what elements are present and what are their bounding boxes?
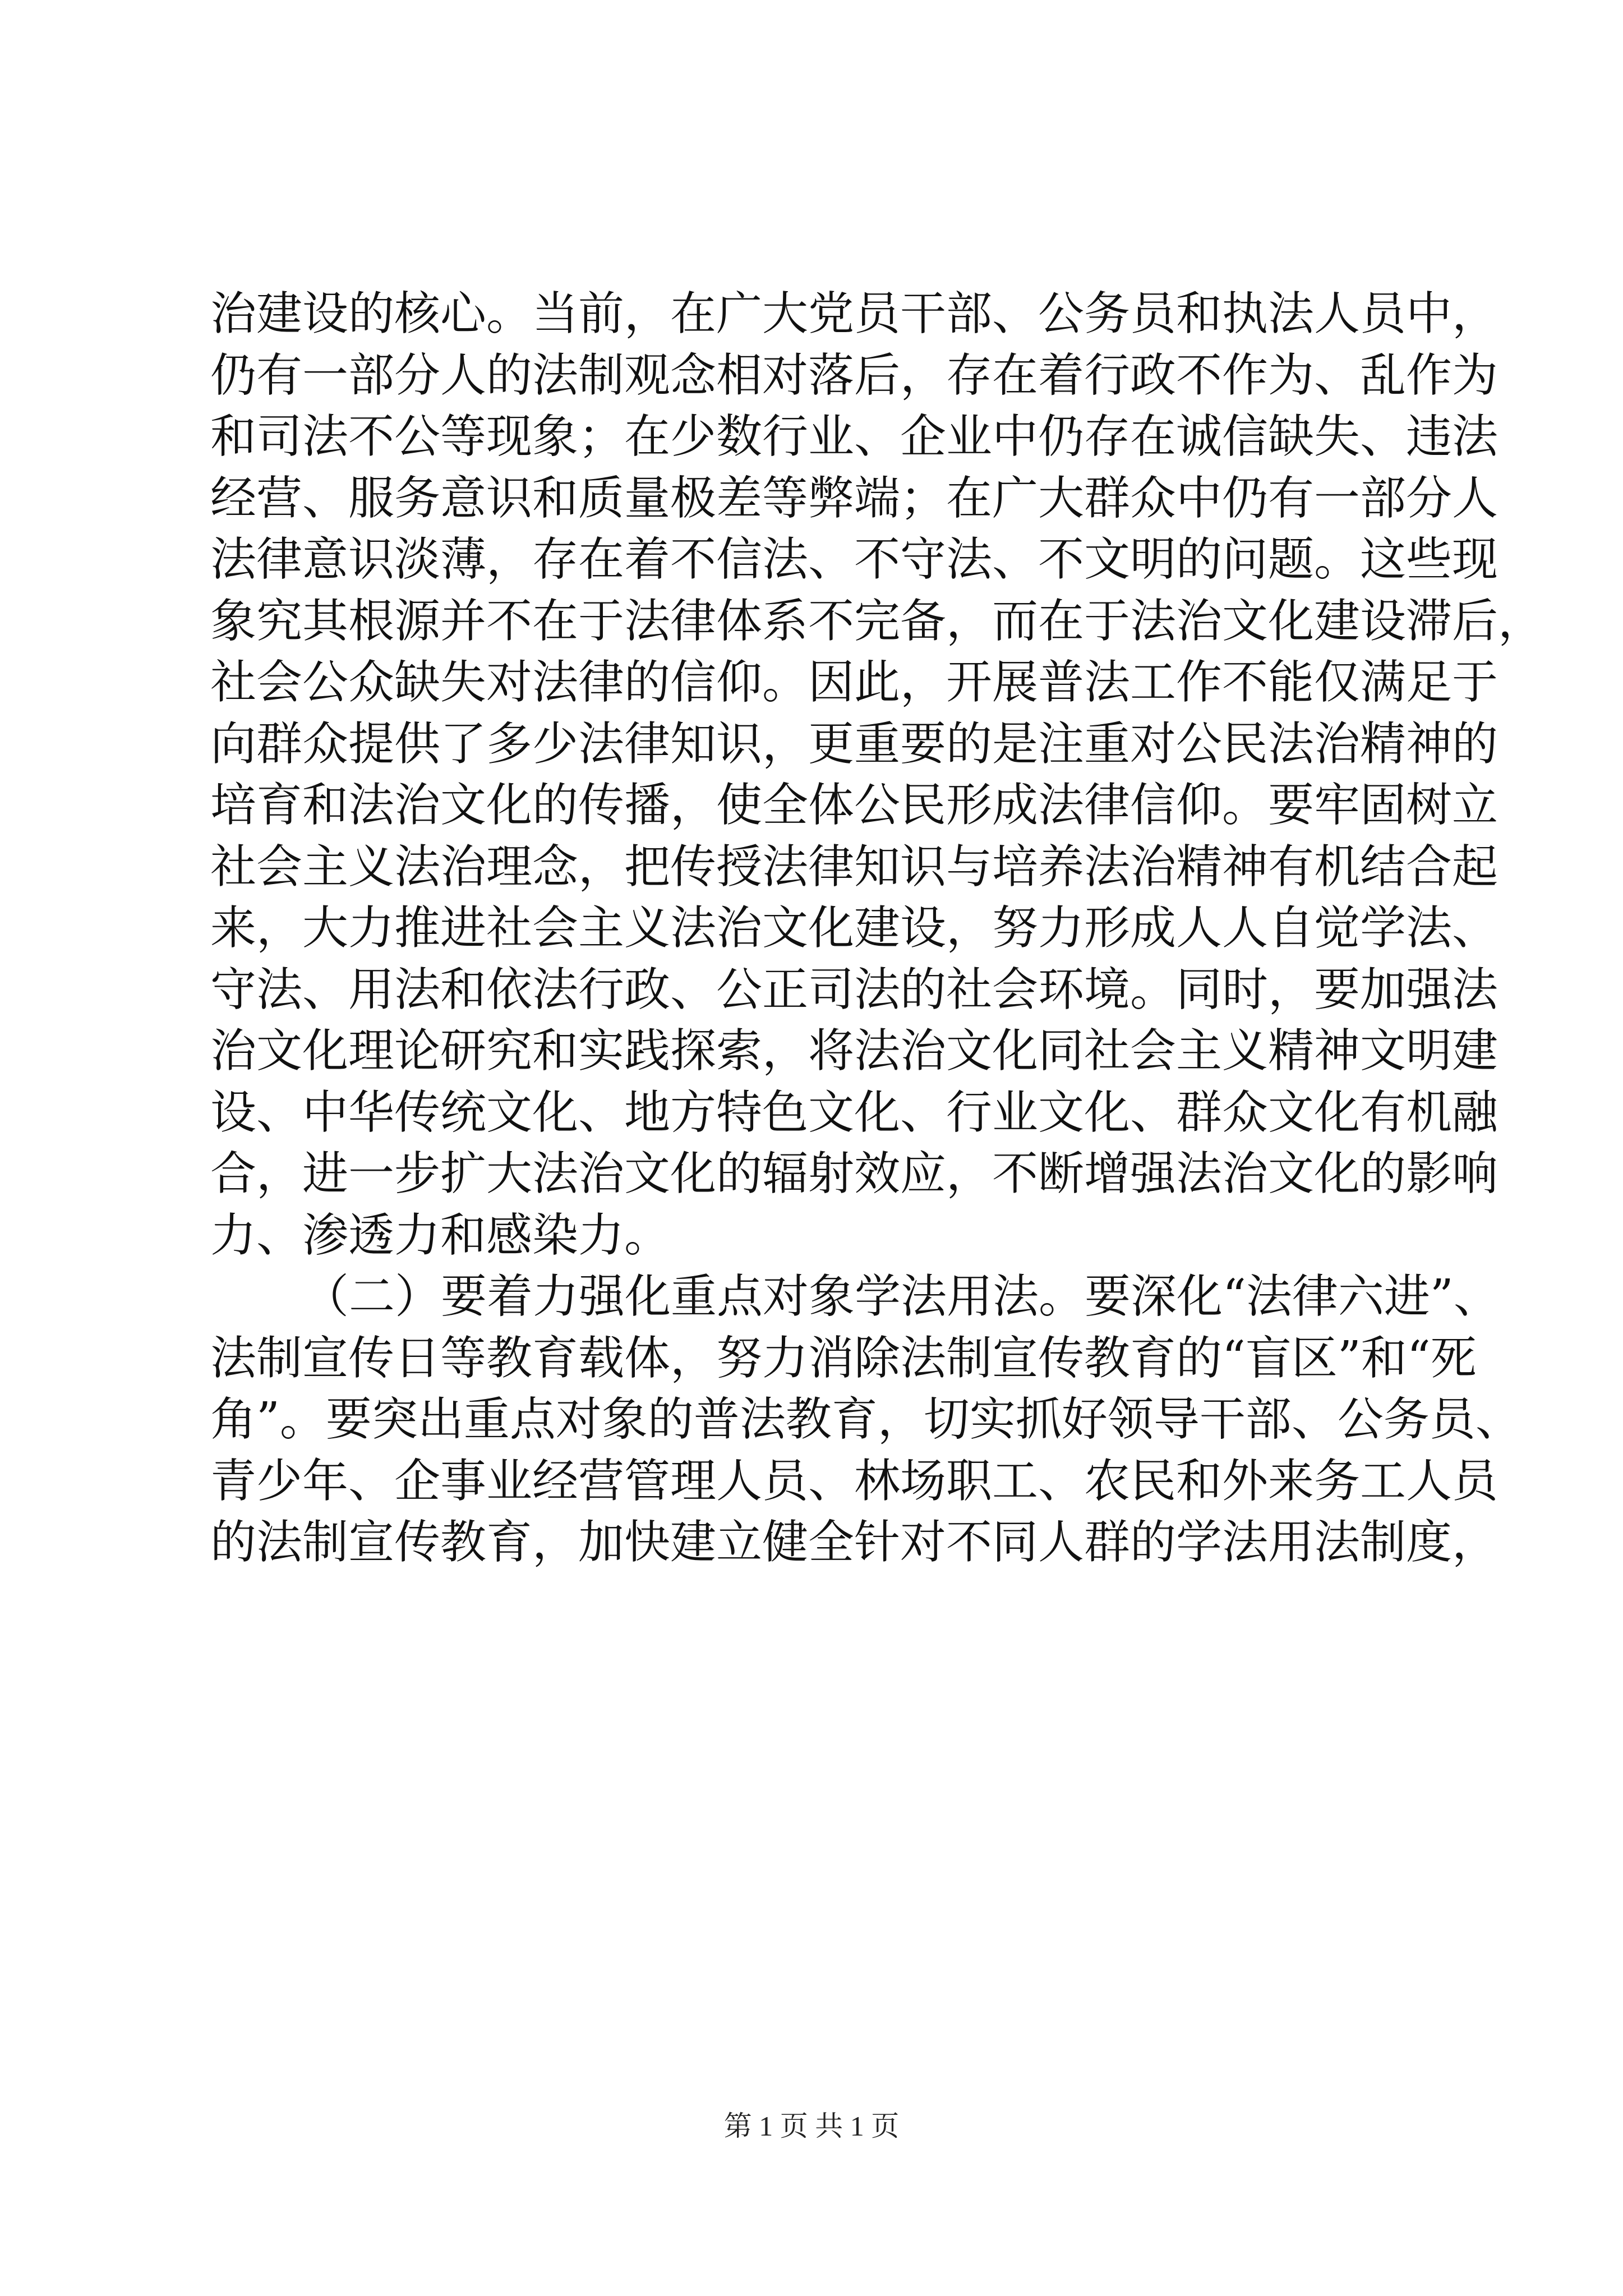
text-line [0, 1082, 1623, 1144]
text-line [0, 775, 1623, 836]
text-line-content: 守法、用法和依法行政、公正司法的社会环境。同时，要加强法 [210, 963, 1498, 1016]
text-line [0, 1451, 1623, 1512]
text-line-content: 设、中华传统文化、地方特色文化、行业文化、群众文化有机融 [210, 1086, 1498, 1139]
text-line-content: 社会公众缺失对法律的信仰。因此，开展普法工作不能仅满足于 [210, 656, 1498, 709]
text-line [0, 591, 1623, 652]
text-line [0, 898, 1623, 959]
text-line-content: （二）要着力强化重点对象学法用法。要深化“法律六进”、 [303, 1270, 1500, 1323]
text-line-content: 仍有一部分人的法制观念相对落后，存在着行政不作为、乱作为 [210, 349, 1498, 402]
text-line [0, 345, 1623, 407]
page-footer: 第 1 页 共 1 页 [723, 2110, 900, 2142]
text-line [0, 283, 1623, 345]
text-line [0, 836, 1623, 898]
text-line-content: 培育和法治文化的传播，使全体公民形成法律信仰。要牢固树立 [210, 779, 1498, 832]
text-line-content: 向群众提供了多少法律知识，更重要的是注重对公民法治精神的 [210, 717, 1498, 771]
text-line-content: 象究其根源并不在于法律体系不完备，而在于法治文化建设滞后， [210, 595, 1544, 648]
text-line-content: 力、渗透力和感染力。 [210, 1209, 671, 1262]
text-line-content: 青少年、企事业经营管理人员、林场职工、农民和外来务工人员 [210, 1455, 1498, 1508]
text-line [0, 1389, 1623, 1451]
text-line-content: 社会主义法治理念，把传授法律知识与培养法治精神有机结合起 [210, 840, 1498, 894]
text-line [0, 714, 1623, 775]
text-line [0, 1143, 1623, 1205]
text-line-content: 的法制宣传教育，加快建立健全针对不同人群的学法用法制度， [210, 1516, 1498, 1569]
text-line-content: 治建设的核心。当前，在广大党员干部、公务员和执法人员中， [210, 287, 1498, 341]
text-line [0, 468, 1623, 530]
text-line-content: 合，进一步扩大法治文化的辐射效应，不断增强法治文化的影响 [210, 1147, 1498, 1200]
text-line [0, 1020, 1623, 1082]
text-line [0, 1205, 1623, 1267]
text-line-content: 经营、服务意识和质量极差等弊端；在广大群众中仍有一部分人 [210, 472, 1498, 525]
text-line [0, 959, 1623, 1021]
text-line [0, 1512, 1623, 1573]
text-line-content: 和司法不公等现象；在少数行业、企业中仍存在诚信缺失、违法 [210, 410, 1498, 463]
text-line-content: 角”。要突出重点对象的普法教育，切实抓好领导干部、公务员、 [210, 1393, 1521, 1446]
text-line-content: 法律意识淡薄，存在着不信法、不守法、不文明的问题。这些现 [210, 533, 1498, 586]
text-line [0, 529, 1623, 591]
paragraph-start-line [0, 1266, 1623, 1328]
text-line-content: 治文化理论研究和实践探索，将法治文化同社会主义精神文明建 [210, 1024, 1498, 1078]
text-line-content: 来，大力推进社会主义法治文化建设，努力形成人人自觉学法、 [210, 901, 1498, 955]
text-line [0, 406, 1623, 468]
text-line [0, 1328, 1623, 1389]
text-line [0, 652, 1623, 714]
text-line-content: 法制宣传日等教育载体，努力消除法制宣传教育的“盲区”和“死 [210, 1332, 1477, 1385]
